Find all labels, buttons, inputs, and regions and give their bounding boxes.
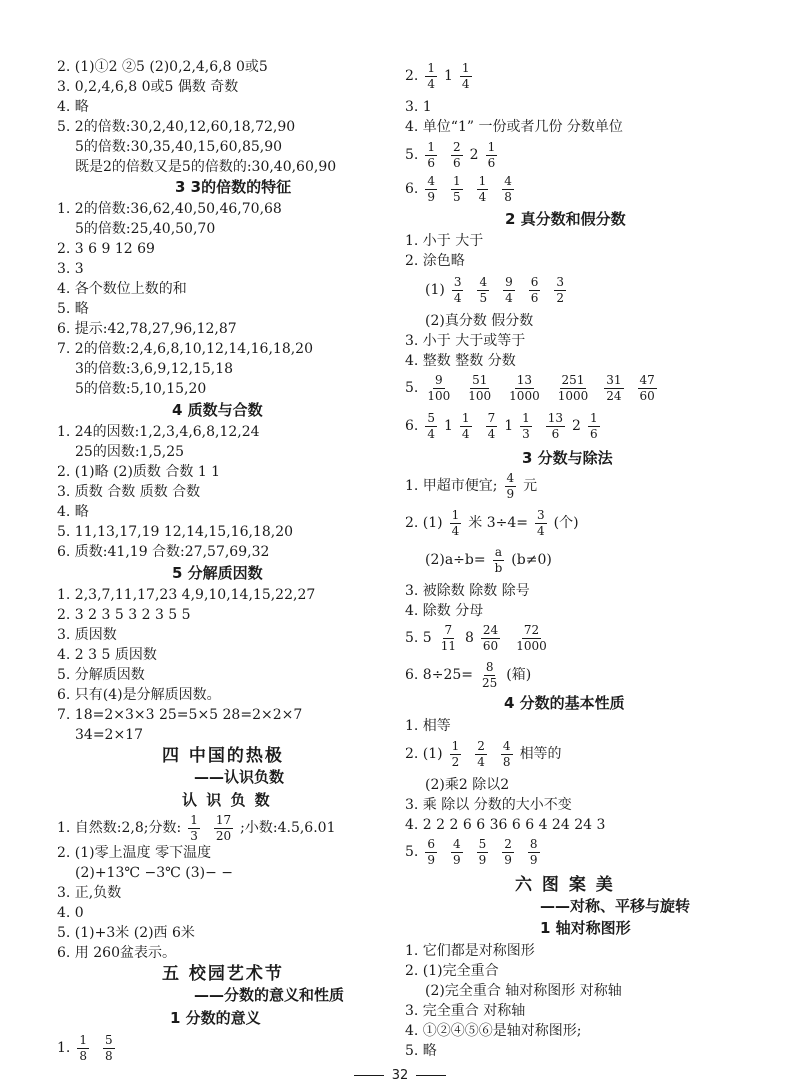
fraction: $\frac{5}{4}$ <box>427 411 435 441</box>
fraction: $\frac{1}{3}$ <box>190 813 198 843</box>
answer-line: 2. 3 6 9 12 69 <box>57 241 155 257</box>
fraction: $\frac{1}{5}$ <box>453 174 461 204</box>
fraction: $\frac{4}{9}$ <box>427 174 435 204</box>
answer-line: 3. 1 <box>405 99 432 115</box>
answer-line: 5. $\frac{1}{6}$ $\frac{2}{6}$ 2 $\frac{1}{6}$ <box>405 140 496 170</box>
answer-line: (2)乘2 除以2 <box>425 777 510 793</box>
fraction: $\frac{1}{4}$ <box>478 174 487 204</box>
answer-line: 3. 0,2,4,6,8 0或5 偶数 奇数 <box>57 79 239 95</box>
unit-heading: 四 中国的热极 <box>162 746 284 766</box>
answer-line: 1. 自然数:2,8;分数: $\frac{1}{3}$ $\frac{17}{20}$ ;小数:4.5,6.01 <box>57 813 336 843</box>
answer-line: 2. $\frac{1}{4}$ 1 $\frac{1}{4}$ <box>405 61 470 91</box>
unit-subtitle: ——对称、平移与旋转 <box>540 897 691 915</box>
fraction: $\frac{24}{60}$ <box>482 623 499 653</box>
fraction: $\frac{1}{4}$ <box>461 61 470 91</box>
answer-line: 7. 2的倍数:2,4,6,8,10,12,14,16,18,20 <box>57 341 313 357</box>
fraction: $\frac{8}{25}$ <box>482 660 498 690</box>
fraction: $\frac{a}{b}$ <box>494 545 503 575</box>
section-heading: 4 质数与合数 <box>172 401 263 419</box>
answer-line: 2. (1)完全重合 <box>405 963 499 979</box>
answer-line: 7. 18=2×3×3 25=5×5 28=2×2×7 <box>57 707 303 723</box>
fraction: $\frac{9}{4}$ <box>505 275 513 305</box>
fraction: $\frac{1}{4}$ <box>461 411 470 441</box>
answer-line: 5的倍数:5,10,15,20 <box>75 381 207 397</box>
answer-line: 4. ①②④⑤⑥是轴对称图形; <box>405 1023 582 1039</box>
unit-subtitle: ——认识负数 <box>194 768 285 786</box>
answer-line: 3. 正,负数 <box>57 885 122 901</box>
fraction: $\frac{5}{9}$ <box>478 837 487 867</box>
fraction: $\frac{31}{24}$ <box>606 373 622 403</box>
fraction: $\frac{4}{8}$ <box>504 174 512 204</box>
answer-line: 1. 甲超市便宜; $\frac{4}{9}$ 元 <box>405 471 538 501</box>
answer-line: 4. 2 2 2 6 6 36 6 6 4 24 24 3 <box>405 817 606 833</box>
answer-line: 5. 11,13,17,19 12,14,15,16,18,20 <box>57 524 294 540</box>
answer-line: 4. 0 <box>57 905 84 921</box>
answer-line: 2. 3 2 3 5 3 2 3 5 5 <box>57 607 191 623</box>
fraction: $\frac{4}{5}$ <box>479 275 488 305</box>
answer-line: 3. 质数 合数 质数 合数 <box>57 484 201 500</box>
answer-line: 4. 略 <box>57 99 89 115</box>
answer-line: 6. 质数:41,19 合数:27,57,69,32 <box>57 544 270 560</box>
fraction: $\frac{1}{6}$ <box>487 140 496 170</box>
answer-line: 3. 被除数 除数 除号 <box>405 583 530 599</box>
answer-line: 1. 2,3,7,11,17,23 4,9,10,14,15,22,27 <box>57 587 316 603</box>
section-heading: 4 分数的基本性质 <box>504 694 625 712</box>
answer-line: 3. 完全重合 对称轴 <box>405 1003 526 1019</box>
fraction: $\frac{8}{9}$ <box>529 837 538 867</box>
answer-line: (2)完全重合 轴对称图形 对称轴 <box>425 983 622 999</box>
answer-line: 6. 提示:42,78,27,96,12,87 <box>57 321 237 337</box>
answer-line: 4. 整数 整数 分数 <box>405 353 516 369</box>
answer-line: 6. $\frac{5}{4}$ 1 $\frac{1}{4}$ $\frac{7}{4}$ 1 $\frac{1}{3}$ $\frac{13}{6}$ 2 $\frac{1}{6}$ <box>405 411 598 441</box>
fraction: $\frac{251}{1000}$ <box>557 373 589 403</box>
answer-line: (2)a÷b= $\frac{a}{b}$ (b≠0) <box>425 545 552 575</box>
answer-line: 6. 8÷25= $\frac{8}{25}$ (箱) <box>405 660 532 690</box>
fraction: $\frac{3}{2}$ <box>556 275 565 305</box>
fraction: $\frac{4}{8}$ <box>502 739 511 769</box>
answer-line: 5. 5 $\frac{7}{11}$ 8 $\frac{24}{60}$ $\frac{72}{1000}$ <box>405 623 547 653</box>
answer-line: 25的因数:1,5,25 <box>75 444 185 460</box>
answer-line: (1) $\frac{3}{4}$ $\frac{4}{5}$ $\frac{9}{4}$ $\frac{6}{6}$ $\frac{3}{2}$ <box>425 275 565 305</box>
answer-line: 5. 略 <box>405 1043 437 1059</box>
fraction: $\frac{6}{6}$ <box>530 275 539 305</box>
fraction: $\frac{1}{3}$ <box>522 411 530 441</box>
fraction: $\frac{9}{100}$ <box>427 373 451 403</box>
fraction: $\frac{5}{8}$ <box>105 1033 113 1063</box>
fraction: $\frac{3}{4}$ <box>453 275 462 305</box>
answer-line: 2. 涂色略 <box>405 253 465 269</box>
section-heading: 5 分解质因数 <box>172 564 263 582</box>
answer-line: 5的倍数:25,40,50,70 <box>75 221 216 237</box>
fraction: $\frac{72}{1000}$ <box>516 623 547 653</box>
answer-line: 4. 除数 分母 <box>405 603 484 619</box>
unit-subtitle: ——分数的意义和性质 <box>194 986 345 1004</box>
page-number: 32 <box>391 1068 409 1083</box>
fraction: $\frac{2}{6}$ <box>453 140 461 170</box>
fraction: $\frac{1}{4}$ <box>427 61 435 91</box>
answer-line: 4. 各个数位上数的和 <box>57 281 187 297</box>
fraction: $\frac{7}{11}$ <box>440 623 456 653</box>
answer-line: 1. 24的因数:1,2,3,4,6,8,12,24 <box>57 424 260 440</box>
section-heading: 2 真分数和假分数 <box>505 210 626 228</box>
unit-heading: 五 校园艺术节 <box>162 964 284 984</box>
fraction: $\frac{1}{6}$ <box>427 140 435 170</box>
answer-line: 3. 3 <box>57 261 84 277</box>
answer-line: 5的倍数:30,35,40,15,60,85,90 <box>75 139 283 155</box>
answer-line: 3的倍数:3,6,9,12,15,18 <box>75 361 234 377</box>
answer-line: 4. 2 3 5 质因数 <box>57 647 157 663</box>
fraction: $\frac{13}{1000}$ <box>509 373 540 403</box>
answer-line: 既是2的倍数又是5的倍数的:30,40,60,90 <box>75 159 337 175</box>
answer-line: 1. 相等 <box>405 718 451 734</box>
unit-heading: 六 图 案 美 <box>515 875 615 895</box>
fraction: $\frac{2}{9}$ <box>504 837 512 867</box>
fraction: $\frac{1}{8}$ <box>79 1033 87 1063</box>
fraction: $\frac{6}{9}$ <box>427 837 435 867</box>
fraction: $\frac{17}{20}$ <box>215 813 232 843</box>
answer-line: 5. 分解质因数 <box>57 667 145 683</box>
fraction: $\frac{1}{2}$ <box>451 739 460 769</box>
fraction: $\frac{13}{6}$ <box>547 411 564 441</box>
fraction: $\frac{51}{100}$ <box>468 373 492 403</box>
fraction: $\frac{4}{9}$ <box>506 471 515 501</box>
fraction: $\frac{2}{4}$ <box>477 739 485 769</box>
answer-line: 34=2×17 <box>75 727 143 743</box>
answer-line: 4. 单位“1” 一份或者几份 分数单位 <box>405 119 623 135</box>
answer-line: 5. 略 <box>57 301 89 317</box>
answer-line: (2)+13℃ −3℃ (3)− − <box>75 865 233 881</box>
answer-line: 2. (1)零上温度 零下温度 <box>57 845 212 861</box>
fraction: $\frac{4}{9}$ <box>453 837 461 867</box>
page-footer <box>0 1068 800 1083</box>
fraction: $\frac{47}{60}$ <box>639 373 655 403</box>
answer-line: 5. $\frac{6}{9}$ $\frac{4}{9}$ $\frac{5}{9}$ $\frac{2}{9}$ $\frac{8}{9}$ <box>405 837 538 867</box>
answer-line: 5. $\frac{9}{100}$ $\frac{51}{100}$ $\frac{13}{1000}$ $\frac{251}{1000}$ $\frac{31}{24}$ $\frac{47}{60}$ <box>405 373 655 403</box>
answer-line: 2. (1)①2 ②5 (2)0,2,4,6,8 0或5 <box>57 59 268 75</box>
answer-line: 3. 乘 除以 分数的大小不变 <box>405 797 572 813</box>
answer-line: 5. (1)+3米 (2)西 6米 <box>57 925 195 941</box>
fraction: $\frac{3}{4}$ <box>537 508 545 538</box>
answer-line: 2. (1) $\frac{1}{2}$ $\frac{2}{4}$ $\frac{4}{8}$ 相等的 <box>405 739 562 769</box>
answer-line: 1. 小于 大于 <box>405 233 484 249</box>
answer-line: 2. (1) $\frac{1}{4}$ 米 3÷4= $\frac{3}{4}$ (个) <box>405 508 579 538</box>
answer-line: 5. 2的倍数:30,2,40,12,60,18,72,90 <box>57 119 296 135</box>
answer-line: 1. 2的倍数:36,62,40,50,46,70,68 <box>57 201 282 217</box>
section-heading: 3 分数与除法 <box>522 449 613 467</box>
fraction: $\frac{1}{4}$ <box>451 508 460 538</box>
answer-line: 6. 用 260盆表示。 <box>57 945 176 961</box>
section-heading: 1 分数的意义 <box>170 1009 261 1027</box>
section-heading: 3 3的倍数的特征 <box>175 178 292 196</box>
section-heading: 1 轴对称图形 <box>540 919 631 937</box>
answer-line: 3. 小于 大于或等于 <box>405 333 526 349</box>
answer-line: 2. (1)略 (2)质数 合数 1 1 <box>57 464 221 480</box>
answer-line: 4. 略 <box>57 504 89 520</box>
answer-line: 1. $\frac{1}{8}$ $\frac{5}{8}$ <box>57 1033 113 1063</box>
section-heading: 认 识 负 数 <box>182 791 272 809</box>
fraction: $\frac{7}{4}$ <box>487 411 496 441</box>
answer-line: 1. 它们都是对称图形 <box>405 943 535 959</box>
answer-line: 6. 只有(4)是分解质因数。 <box>57 687 221 703</box>
answer-line: 6. $\frac{4}{9}$ $\frac{1}{5}$ $\frac{1}{4}$ $\frac{4}{8}$ <box>405 174 512 204</box>
answer-line: (2)真分数 假分数 <box>425 313 534 329</box>
answer-line: 3. 质因数 <box>57 627 117 643</box>
fraction: $\frac{1}{6}$ <box>589 411 598 441</box>
